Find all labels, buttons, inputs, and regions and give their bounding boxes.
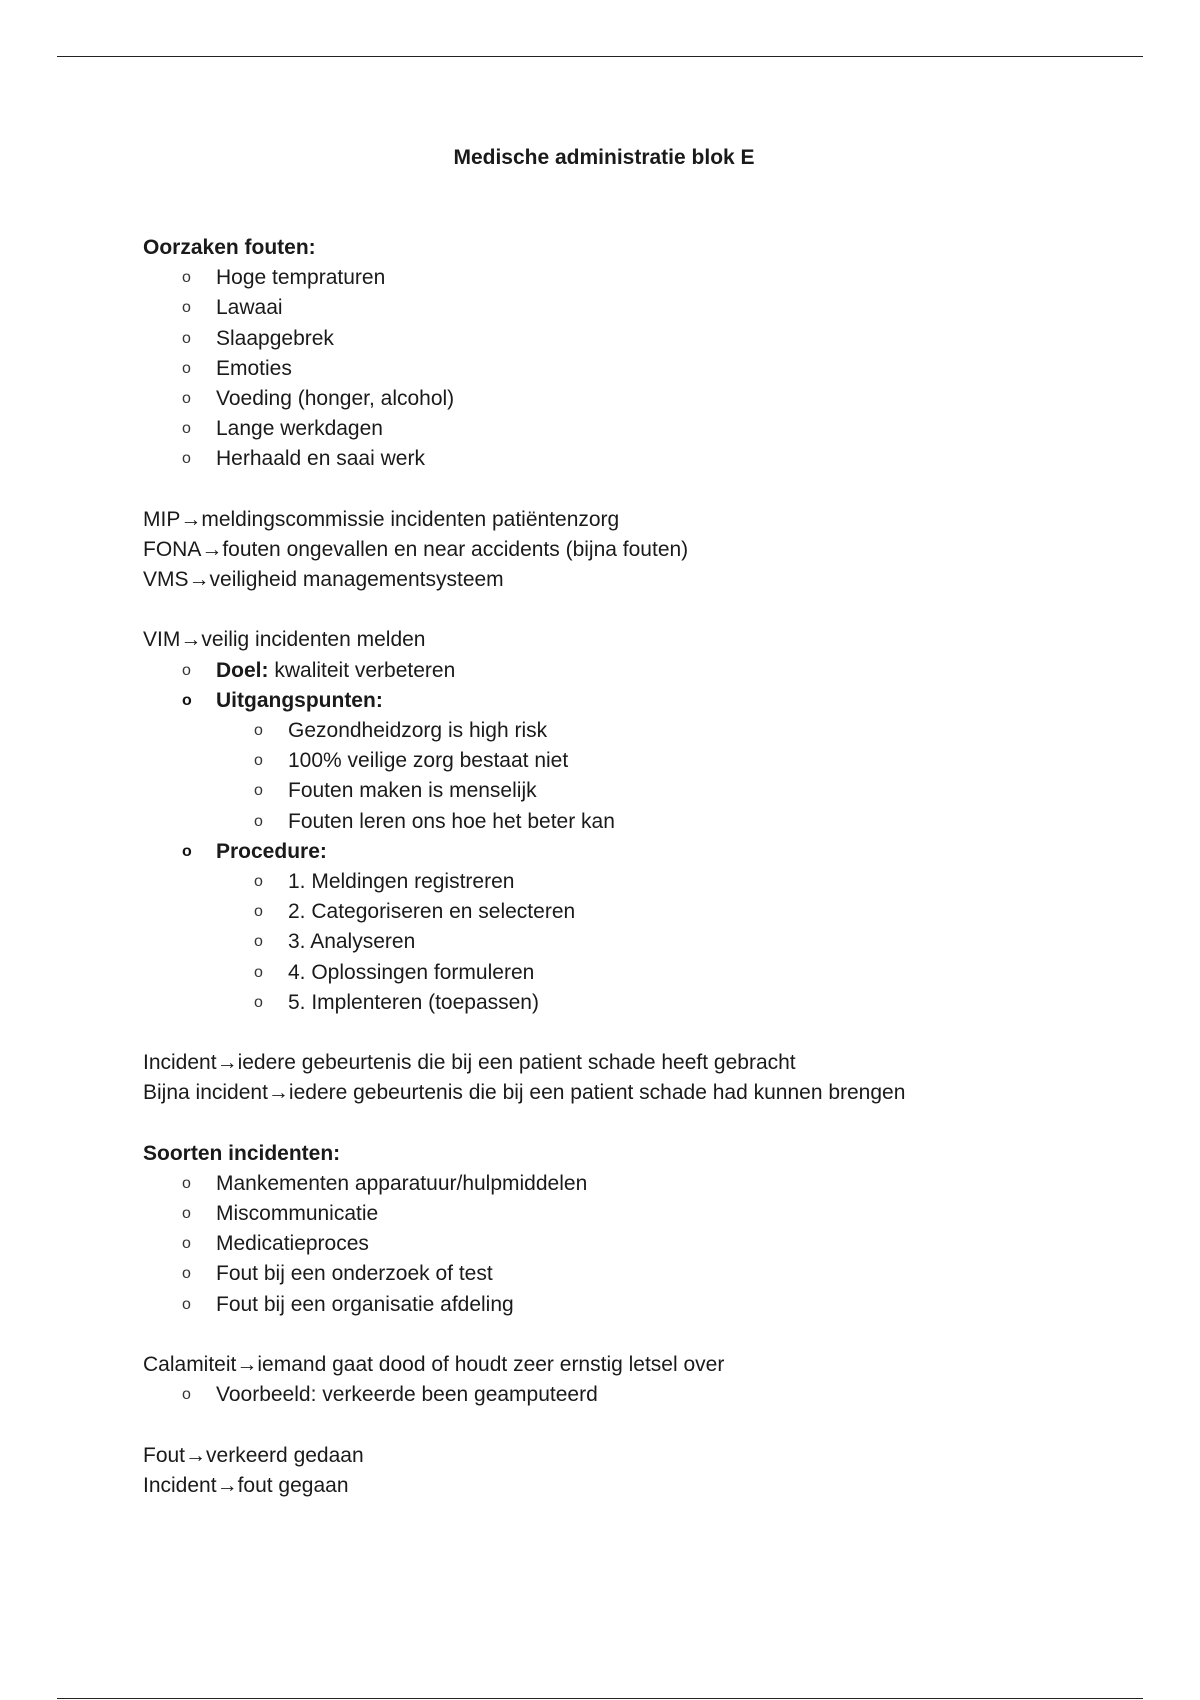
spacer bbox=[143, 475, 1143, 505]
bullet-icon: o bbox=[182, 420, 191, 438]
bullet-icon: o bbox=[182, 329, 191, 347]
arrow-icon: → bbox=[216, 1051, 238, 1075]
causes-heading: Oorzaken fouten: bbox=[143, 236, 316, 259]
document-body bbox=[143, 233, 1143, 1501]
list-item: o Uitgangspunten: bbox=[143, 686, 1143, 716]
list-item: o Voorbeeld: verkeerde been geamputeerd bbox=[143, 1380, 1143, 1410]
spacer bbox=[143, 595, 1143, 625]
bullet-icon: o bbox=[182, 299, 191, 317]
definition-line: Calamiteit→iemand gaat dood of houdt zeer ernstig letsel over bbox=[143, 1352, 725, 1376]
list-item: o 4. Oplossingen formuleren bbox=[143, 958, 1143, 988]
bullet-icon: o bbox=[182, 661, 191, 679]
list-item: o Fout bij een onderzoek of test bbox=[143, 1259, 1143, 1289]
list-item: o Slaapgebrek bbox=[143, 324, 1143, 354]
arrow-icon: → bbox=[188, 568, 210, 592]
types-heading: Soorten incidenten: bbox=[143, 1141, 341, 1165]
arrow-icon: → bbox=[267, 1081, 289, 1105]
bullet-icon: o bbox=[254, 782, 263, 800]
definition-line: MIP→meldingscommissie incidenten patiëntenzorg bbox=[143, 507, 620, 531]
bullet-icon: o bbox=[254, 993, 263, 1011]
list-item: o Lawaai bbox=[143, 293, 1143, 323]
spacer bbox=[143, 1410, 1143, 1440]
definition-line: VMS→veiligheid managementsysteem bbox=[143, 568, 504, 592]
top-rule bbox=[57, 56, 1143, 57]
bullet-icon: o bbox=[254, 872, 263, 890]
bullet-icon: o bbox=[254, 812, 263, 830]
bullet-icon: o bbox=[254, 903, 263, 921]
list-item: o Procedure: bbox=[143, 837, 1143, 867]
list-item: o 2. Categoriseren en selecteren bbox=[143, 897, 1143, 927]
bullet-icon: o bbox=[182, 1295, 191, 1313]
list-item: o Miscommunicatie bbox=[143, 1199, 1143, 1229]
list-item: o 100% veilige zorg bestaat niet bbox=[143, 746, 1143, 776]
list-item: o Doel: kwaliteit verbeteren bbox=[143, 656, 1143, 686]
definition-line: Incident→fout gegaan bbox=[143, 1473, 349, 1497]
bullet-icon: o bbox=[182, 269, 191, 287]
list-item: o Herhaald en saai werk bbox=[143, 444, 1143, 474]
bullet-icon: o bbox=[182, 691, 192, 709]
bullet-icon: o bbox=[182, 450, 191, 468]
spacer bbox=[143, 1320, 1143, 1350]
bullet-icon: o bbox=[182, 359, 191, 377]
bullet-icon: o bbox=[254, 933, 263, 951]
bullet-icon: o bbox=[182, 842, 192, 860]
definition-line: Fout→verkeerd gedaan bbox=[143, 1443, 364, 1467]
bullet-icon: o bbox=[254, 963, 263, 981]
list-item: o Lange werkdagen bbox=[143, 414, 1143, 444]
list-item: o Hoge tempraturen bbox=[143, 263, 1143, 293]
bullet-icon: o bbox=[182, 1386, 191, 1404]
list-item: o 5. Implenteren (toepassen) bbox=[143, 988, 1143, 1018]
arrow-icon: → bbox=[180, 628, 202, 652]
list-item: o 1. Meldingen registreren bbox=[143, 867, 1143, 897]
definition-line: FONA→fouten ongevallen en near accidents (bijna fouten) bbox=[143, 537, 689, 561]
list-item: o Fouten maken is menselijk bbox=[143, 776, 1143, 806]
list-item: o Fouten leren ons hoe het beter kan bbox=[143, 807, 1143, 837]
bullet-icon: o bbox=[254, 722, 263, 739]
page-title: Medische administratie blok E bbox=[453, 146, 755, 169]
list-item: o Mankementen apparatuur/hulpmiddelen bbox=[143, 1169, 1143, 1199]
list-item: o 3. Analyseren bbox=[143, 927, 1143, 957]
arrow-icon: → bbox=[201, 537, 223, 561]
arrow-icon: → bbox=[236, 1352, 258, 1376]
bullet-icon: o bbox=[254, 752, 263, 770]
list-item: o Medicatieproces bbox=[143, 1229, 1143, 1259]
spacer bbox=[143, 1018, 1143, 1048]
bullet-icon: o bbox=[182, 1265, 191, 1283]
spacer bbox=[143, 1108, 1143, 1138]
definition-line: VIM→veilig incidenten melden bbox=[143, 628, 426, 652]
definition-line: Bijna incident→iedere gebeurtenis die bij een patient schade had kunnen brengen bbox=[143, 1081, 906, 1105]
definition-line: Incident→iedere gebeurtenis die bij een patient schade heeft gebracht bbox=[143, 1051, 796, 1075]
list-item: o Emoties bbox=[143, 354, 1143, 384]
arrow-icon: → bbox=[180, 507, 202, 531]
bullet-icon: o bbox=[182, 389, 191, 407]
bottom-rule bbox=[57, 1698, 1143, 1699]
list-item: o Gezondheidzorg is high risk bbox=[143, 716, 1143, 746]
arrow-icon: → bbox=[216, 1473, 238, 1497]
bullet-icon: o bbox=[182, 1174, 191, 1192]
list-item: o Fout bij een organisatie afdeling bbox=[143, 1290, 1143, 1320]
list-item: o Voeding (honger, alcohol) bbox=[143, 384, 1143, 414]
bullet-icon: o bbox=[182, 1205, 191, 1222]
bullet-icon: o bbox=[182, 1235, 191, 1253]
arrow-icon: → bbox=[185, 1443, 207, 1467]
